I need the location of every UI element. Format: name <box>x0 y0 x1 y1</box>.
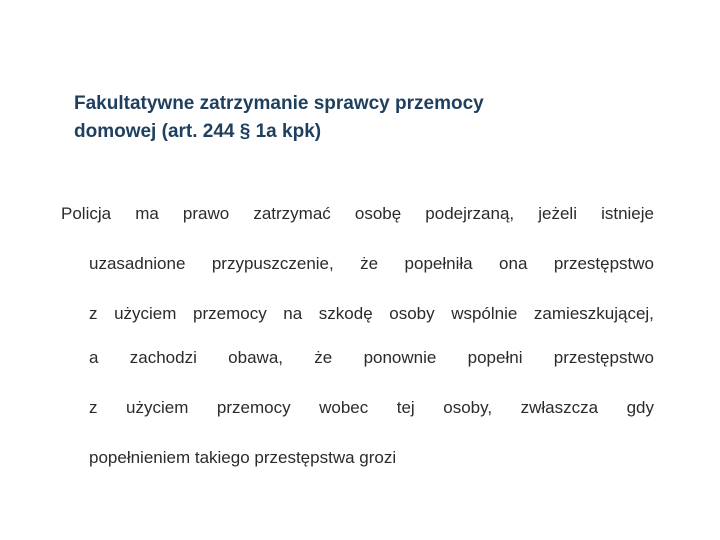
body-word: istnieje <box>601 204 654 223</box>
body-word: ponownie <box>363 348 437 367</box>
body-word: tej <box>396 398 415 417</box>
body-word: przestępstwo <box>553 254 654 273</box>
body-word: jeżeli <box>538 204 577 223</box>
body-word: z <box>89 398 98 417</box>
body-word: gdy <box>626 398 654 417</box>
title-line-1: Fakultatywne zatrzymanie sprawcy przemocy <box>74 93 484 114</box>
body-word: na <box>283 304 303 323</box>
body-word: przemocy <box>193 304 267 323</box>
body-line-5 <box>89 396 654 420</box>
title-line-2: domowej (art. 244 § 1a kpk) <box>74 121 322 142</box>
body-word: obawa, <box>228 348 283 367</box>
body-word: uzasadnione <box>89 254 186 273</box>
body-word: Policja <box>61 204 112 223</box>
body-word: popełniła <box>404 254 473 273</box>
body-word: osoby <box>389 304 435 323</box>
body-word: przypuszczenie, <box>211 254 334 273</box>
body-word: przemocy <box>216 398 291 417</box>
body-word: prawo <box>182 204 230 223</box>
body-word: a <box>89 348 99 367</box>
body-word: podejrzaną, <box>425 204 515 223</box>
body-word: osoby, <box>443 398 493 417</box>
body-word: zachodzi <box>129 348 197 367</box>
body-word: zamieszkującej, <box>533 304 654 323</box>
body-word: użyciem <box>126 398 189 417</box>
body-word: że <box>360 254 379 273</box>
body-word: że <box>314 348 333 367</box>
body-word: użyciem <box>114 304 177 323</box>
body-word: zatrzymać <box>253 204 331 223</box>
body-word: z <box>89 304 98 323</box>
body-word: ona <box>499 254 528 273</box>
body-word: ma <box>135 204 159 223</box>
slide-title <box>74 90 634 146</box>
body-word: wspólnie <box>451 304 518 323</box>
body-word: wobec <box>319 398 369 417</box>
body-word: popełni <box>467 348 523 367</box>
body-word: szkodę <box>318 304 373 323</box>
body-line-6: popełnieniem takiego przestępstwa grozi <box>89 448 397 467</box>
body-line-3 <box>89 302 654 326</box>
body-line-2 <box>89 252 654 276</box>
body-line-1 <box>61 202 654 226</box>
body-word: osobę <box>354 204 402 223</box>
body-line-4 <box>89 346 654 370</box>
body-word: zwłaszcza <box>520 398 599 417</box>
body-word: przestępstwo <box>553 348 654 367</box>
